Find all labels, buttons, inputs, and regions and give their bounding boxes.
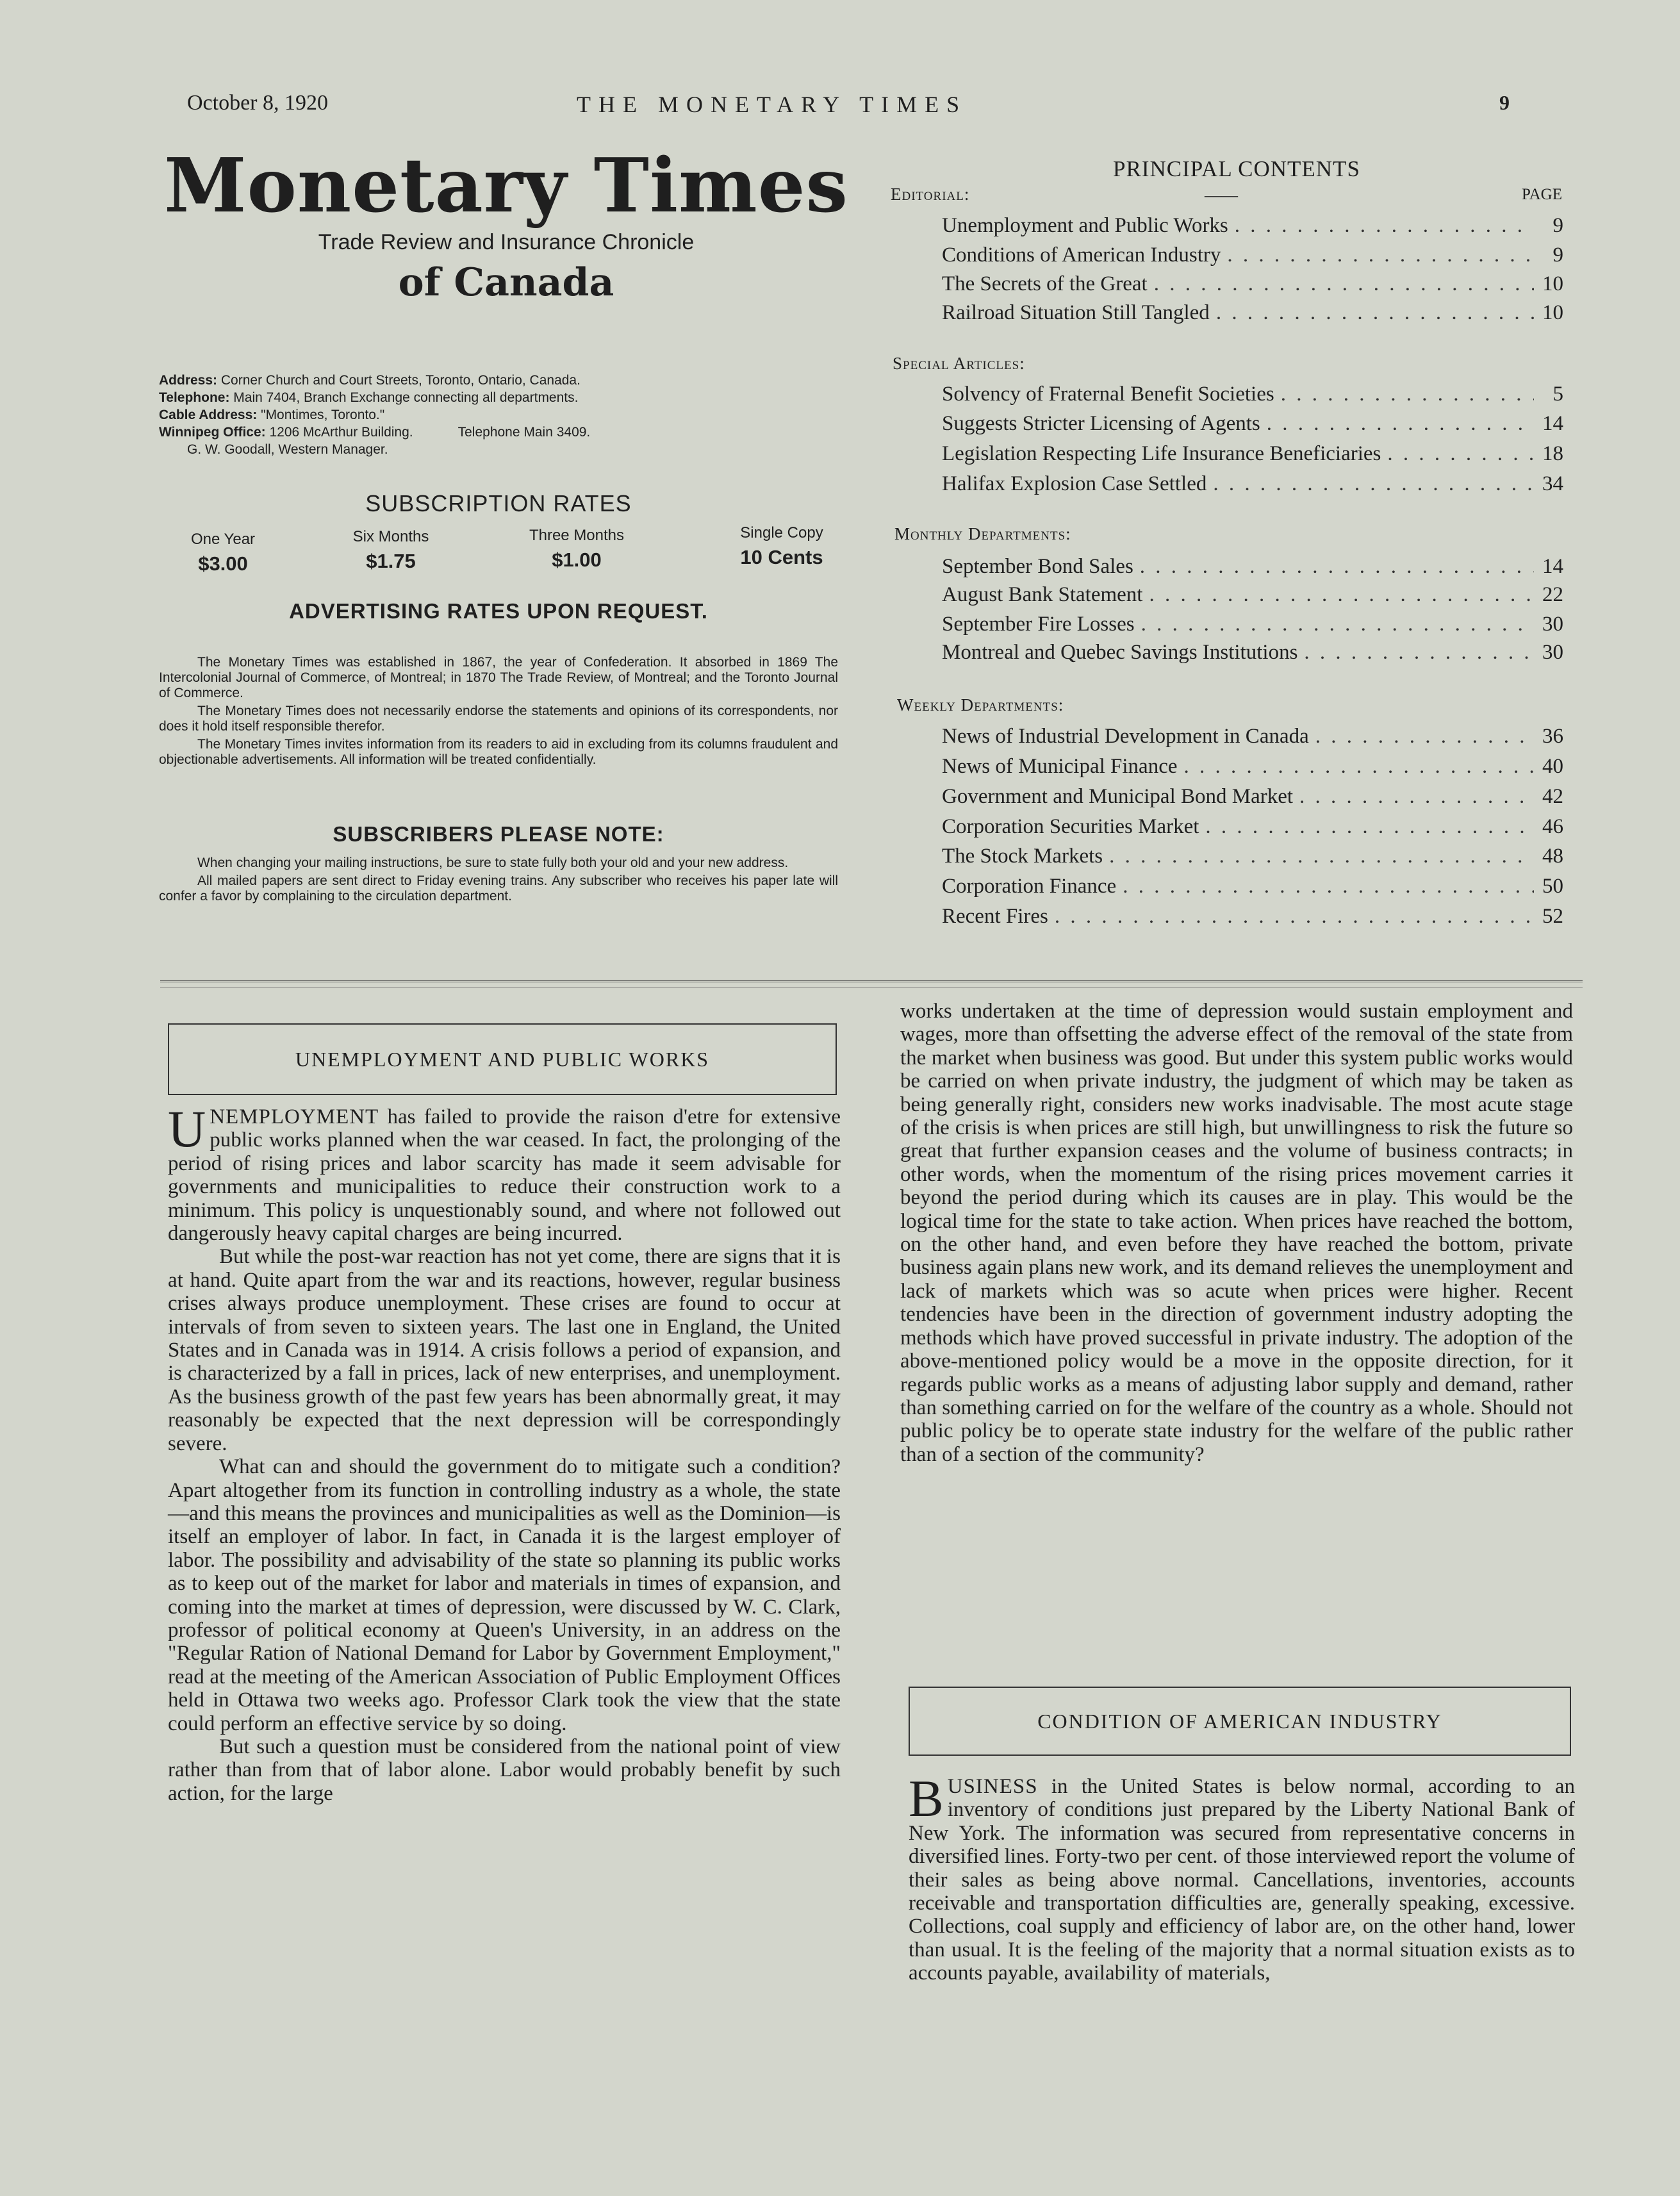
article-title-box [168,1023,837,1095]
contents-item-page: 10 [1542,272,1563,295]
contents-item-title: Unemployment and Public Works [942,214,1228,237]
contents-item-title: Montreal and Quebec Savings Institutions [942,641,1298,664]
contents-item-title: Suggests Stricter Licensing of Agents [942,412,1260,435]
contents-item[interactable] [942,272,1563,302]
paragraph-text: in the United States is below normal, according to an inventory of conditions just prepared by the Liberty National Bank of New York. The information was secured from representative concerns in diversified lines. Forty-two per cent. of those interviewed report the volume of their sales as being above normal. Cancellations, inventories, accounts receivable and transportation difficulties are, generally speaking, excessive. Collections, coal supply and efficiency of labor are, on the other hand, lower than usual. It is the feeling of the majority that a normal situation exists as to accounts payable, availability of materials, [909,1775,1575,1985]
contents-item-page: 36 [1542,725,1563,748]
contents-item[interactable] [942,412,1563,442]
rate-value: $3.00 [198,552,248,575]
contents-section-monthly: Monthly Departments: [894,524,1071,543]
leader-dots [1140,555,1534,579]
drop-cap: B [909,1769,944,1828]
contents-item[interactable] [942,875,1563,904]
contents-item[interactable] [942,845,1563,874]
advertising-heading: ADVERTISING RATES UPON REQUEST. [289,599,708,623]
contents-item[interactable] [942,583,1563,613]
rate-value: $1.00 [552,549,602,571]
contents-item[interactable] [942,472,1563,502]
leader-dots [1304,641,1534,665]
contents-item-title: The Secrets of the Great [942,272,1148,295]
contents-item-title: September Fire Losses [942,613,1135,636]
masthead-logo: Monetary Times [164,142,848,229]
notice-paragraph: The Monetary Times does not necessarily endorse the statements and opinions of its correspondents, nor does it hold itself responsible therefor. [159,704,838,734]
contents-item[interactable] [942,301,1563,331]
contents-item[interactable] [942,442,1563,472]
address-block [159,372,838,458]
contents-item-title: News of Industrial Development in Canada [942,725,1309,748]
telephone-text: Main 7404, Branch Exchange connecting all departments. [233,390,579,405]
notice-paragraph: The Monetary Times was established in 1867, the year of Confederation. It absorbed in 1869 The Intercolonial Journal of Commerce, of Montreal; in 1870 The Trade Review, of Montreal; and the Toronto Journal of Commerce. [159,655,838,700]
contents-item[interactable] [942,755,1563,784]
contents-item-page: 46 [1542,815,1563,838]
rate-three-months [500,527,654,572]
contents-item-page: 50 [1542,875,1563,898]
contents-item-page: 48 [1542,845,1563,868]
rate-one-year [152,531,293,575]
contents-item[interactable] [942,785,1563,814]
contents-item-title: Railroad Situation Still Tangled [942,301,1210,324]
address-label: Address: [159,373,218,388]
contents-item-title: Halifax Explosion Case Settled [942,472,1207,495]
manager-text: G. W. Goodall, Western Manager. [187,442,388,457]
contents-section-editorial: Editorial: [891,185,970,204]
contents-item-title: Corporation Securities Market [942,815,1199,838]
contents-item-page: 22 [1542,583,1563,606]
subscription-heading: SUBSCRIPTION RATES [365,490,632,516]
leader-dots [1141,613,1534,636]
article-paragraph [909,1769,1575,1985]
leader-dots [1205,815,1534,839]
lead-caps: USINESS [947,1775,1038,1798]
contents-item-page: 10 [1542,301,1563,324]
contents-section-weekly: Weekly Departments: [897,695,1064,714]
leader-dots [1213,472,1534,496]
leader-dots [1227,244,1534,267]
running-head-title: THE MONETARY TIMES [577,92,968,117]
page-number: 9 [1499,91,1510,114]
notice-paragraph: The Monetary Times invites information from its readers to aid in excluding from its columns fraudulent and objectionable advertisements. All information will be treated confidentially. [159,737,838,767]
contents-page-label: PAGE [1522,186,1562,203]
contents-item-title: The Stock Markets [942,845,1103,868]
cable-label: Cable Address: [159,408,258,422]
article-column-left [168,1100,841,2073]
contents-item-page: 52 [1542,905,1563,928]
article-paragraph: But such a question must be considered from the national point of view rather than from that of labor alone. Labor would probably benefit by such action, for the large [168,1735,841,1805]
running-head-date: October 8, 1920 [187,91,329,115]
winnipeg-phone: Telephone Main 3409. [457,425,591,440]
leader-dots [1387,442,1534,466]
contents-item-title: Legislation Respecting Life Insurance Beneficiaries [942,442,1381,465]
contents-item[interactable] [942,244,1563,273]
rate-label: Three Months [529,527,625,544]
leader-dots [1267,412,1534,436]
contents-item-page: 34 [1542,472,1563,495]
rate-label: Single Copy [740,524,823,541]
contents-item-title: Government and Municipal Bond Market [942,785,1294,808]
contents-item[interactable] [942,725,1563,754]
contents-item-title: Conditions of American Industry [942,244,1221,267]
section-divider [160,980,1583,982]
masthead-subtitle: Trade Review and Insurance Chronicle [318,230,695,254]
contents-item-page: 5 [1552,383,1563,406]
contents-item[interactable] [942,214,1563,244]
leader-dots [1184,755,1535,779]
article-paragraph: But while the post-war reaction has not yet come, there are signs that it is at hand. Quite apart from the war and its reactions, however, regular business crises always produce unemployment. These crises are found to occur at intervals of from seven to sixteen years. The last one in England, the United States and in Canada was in 1914. A crisis follows a period of expansion, and is characterized by a fall in prices, lack of new enterprises, and unemployment. As the business growth of the past few years has been abnormally great, it may reasonably be expected that the next depression will be correspondingly severe. [168,1245,841,1455]
leader-dots [1315,725,1534,748]
contents-item-title: Recent Fires [942,905,1048,928]
leader-dots [1299,785,1534,809]
contents-item[interactable] [942,815,1563,845]
subscribers-note-heading: SUBSCRIBERS PLEASE NOTE: [333,822,664,846]
leader-dots [1281,383,1534,406]
contents-item-title: August Bank Statement [942,583,1143,606]
article-paragraph [168,1100,841,1246]
paragraph-text: has failed to provide the raison d'etre for extensive public works planned when the war ceased. In fact, the prolonging of the period of rising prices and labor scarcity has made it seem advisable for governments and municipalities to reduce their construction work to a minimum. This policy is unquestionably sound, and where not followed out dangerously heavy capital charges are being incurred. [168,1105,841,1246]
address-text: Corner Church and Court Streets, Toronto, Ontario, Canada. [220,373,581,388]
article-continuation: works undertaken at the time of depression would sustain employment and wages, more than offsetting the adverse effect of the removal of the state from the market when business was good. But under this system public works would be carried on when private industry, the judgment of which may be taken as being generally right, considers new works inadvisable. The most acute stage of the crisis is when prices are still high, but unwillingness to risk the future so great that further expansion ceases and the volume of business contracts; in other words, when the momentum of the rising prices movement carries it beyond the period during which its causes are in play. This would be the logical time for the state to take action. When prices have reached the bottom, on the other hand, and even before they have reached the bottom, private business again plans new work, and its demand relieves the unemployment and lack of markets which was so acute when prices were higher. Recent tendencies have been in the direction of government industry adopting the methods which have proved successful in private industry. The adoption of the above-mentioned policy would be a move in the opposite direction, for it regards public works as a means of adjusting labor supply and demand, rather than something carried on for the welfare of the country as a whole. Should not public policy be to operate state industry for the welfare of the public rather than of a section of the community? [900,1000,1573,1466]
contents-section-special-articles: Special Articles: [893,354,1025,373]
contents-item-page: 40 [1542,755,1563,778]
article-title-box [909,1687,1571,1756]
rate-single-copy [705,524,859,569]
contents-item[interactable] [942,905,1563,934]
contents-item-title: News of Municipal Finance [942,755,1178,778]
leader-dots [1109,845,1534,868]
contents-item[interactable] [942,555,1563,584]
leader-dots [1149,583,1534,607]
telephone-label: Telephone: [159,390,230,405]
winnipeg-text: 1206 McArthur Building. [269,425,413,440]
contents-item-page: 14 [1542,412,1563,435]
note-paragraph: All mailed papers are sent direct to Friday evening trains. Any subscriber who receives his paper late will confer a favor by complaining to the circulation department. [159,873,838,904]
contents-item-page: 14 [1542,555,1563,578]
masthead [154,144,859,305]
rate-value: 10 Cents [740,546,823,568]
note-paragraph: When changing your mailing instructions, be sure to state fully both your old and your new address. [197,855,789,870]
contents-item-page: 9 [1552,244,1563,267]
article-column-right [900,1000,1573,1640]
article-title: UNEMPLOYMENT AND PUBLIC WORKS [295,1047,710,1071]
contents-item[interactable] [942,383,1563,412]
contents-item-page: 42 [1542,785,1563,808]
contents-item-page: 30 [1542,641,1563,664]
contents-item-title: Solvency of Fraternal Benefit Societies [942,383,1274,406]
cable-text: "Montimes, Toronto." [261,408,385,422]
contents-item-page: 30 [1542,613,1563,636]
contents-item-title: September Bond Sales [942,555,1133,578]
rate-label: One Year [190,531,256,548]
rate-label: Six Months [352,528,429,545]
rate-six-months [320,528,461,573]
article-column-right-2 [909,1769,1575,2057]
contents-dash: —— [1205,186,1238,204]
drop-cap: U [168,1100,206,1158]
leader-dots [1123,875,1534,898]
contents-item-title: Corporation Finance [942,875,1117,898]
leader-dots [1055,905,1534,929]
article-title: CONDITION OF AMERICAN INDUSTRY [1037,1709,1442,1733]
article-paragraph: What can and should the government do to mitigate such a condition? Apart altogether from its function in controlling industry as a whole, the state—and this means the provinces and municipalities as well as the Dominion—is itself an employer of labor. In fact, in Canada it is the largest employer of labor. The possibility and advisability of the state so planning its public works as to keep out of the market for labor and materials in times of expansion, and coming into the market at times of depression, were discussed by W. C. Clark, professor of political economy at Queen's University, in an address on the "Regular Ration of National Demand for Labor by Government Employment," read at the meeting of the American Association of Public Employment Offices held in Ottawa two weeks ago. Professor Clark took the view that the state could perform an effective service by so doing. [168,1455,841,1735]
masthead-of-canada: of Canada [398,260,614,305]
leader-dots [1216,301,1534,325]
contents-item-page: 9 [1552,214,1563,237]
winnipeg-label: Winnipeg Office: [159,425,266,440]
contents-item[interactable] [942,641,1563,670]
contents-item[interactable] [942,613,1563,642]
leader-dots [1154,272,1534,296]
rate-value: $1.75 [366,550,416,572]
contents-heading: PRINCIPAL CONTENTS [1113,156,1360,181]
notices [159,655,838,770]
contents-item-page: 18 [1542,442,1563,465]
lead-caps: NEMPLOYMENT [210,1105,379,1128]
leader-dots [1235,214,1534,238]
subscribers-note [159,855,838,907]
